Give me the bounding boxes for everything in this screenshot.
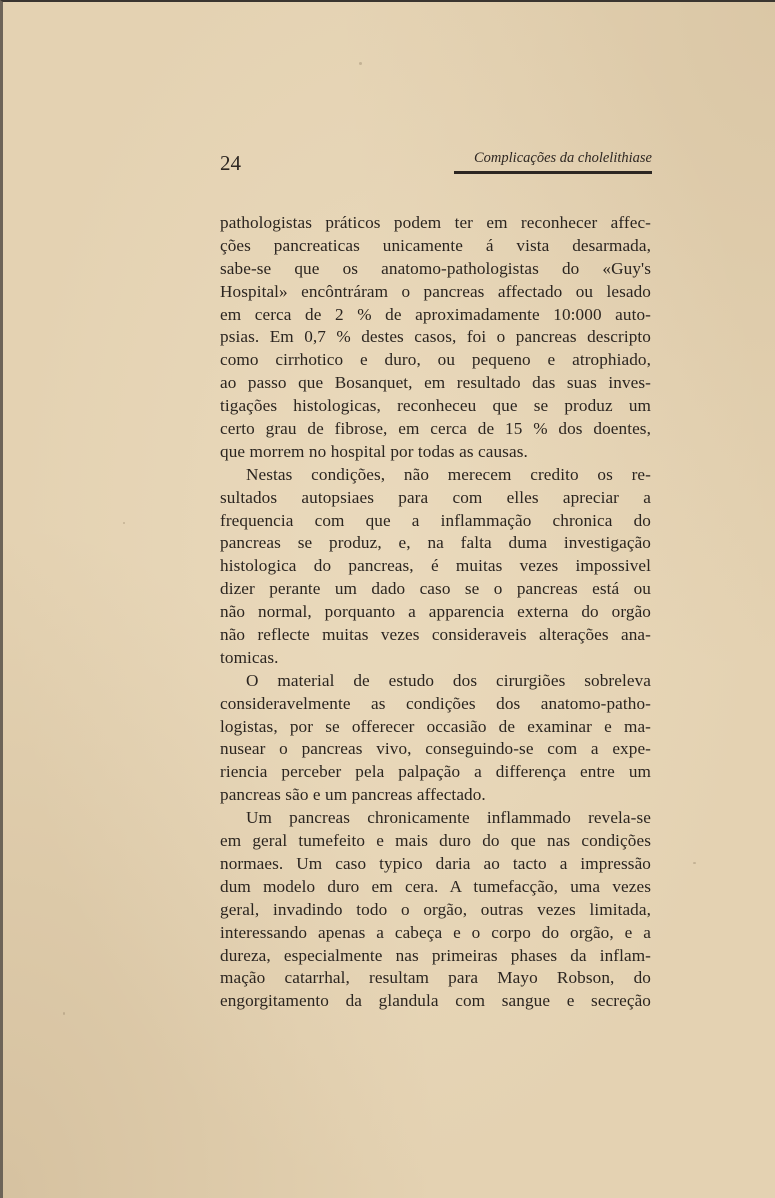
text-line: sultados autopsiaes para com elles apreciar a: [220, 487, 651, 507]
text-line: tomicas.: [220, 647, 279, 667]
body-text: [220, 212, 651, 1013]
text-line: ções pancreaticas unicamente á vista desarmada,: [220, 235, 651, 255]
text-line: em geral tumefeito e mais duro do que nas condições: [220, 831, 651, 851]
text-line: logistas, por se offerecer occasião de examinar e ma-: [220, 716, 651, 736]
text-line: não normal, porquanto a apparencia externa do orgão: [220, 602, 651, 622]
paper-speck: [693, 862, 696, 864]
text-line: Nestas condições, não merecem credito os re-: [246, 464, 651, 484]
text-line: pathologistas práticos podem ter em reconhecer affec-: [220, 213, 651, 232]
header-rule: [454, 171, 652, 174]
text-line: pancreas se produz, e, na falta duma investigação: [220, 533, 651, 553]
text-line: normaes. Um caso typico daria ao tacto a impressão: [220, 853, 651, 873]
running-title: Complicações da cholelithiase: [474, 150, 652, 166]
paper-speck: [63, 1012, 65, 1015]
text-line: tigações histologicas, reconheceu que se produz um: [220, 396, 651, 416]
text-line: interessando apenas a cabeça e o corpo do orgão, e a: [220, 922, 651, 942]
text-line: geral, invadindo todo o orgão, outras vezes limitada,: [220, 899, 651, 919]
page-header: [220, 147, 652, 177]
text-line: não reflecte muitas vezes consideraveis alterações ana-: [220, 625, 651, 645]
text-line: dizer perante um dado caso se o pancreas está ou: [220, 579, 651, 599]
text-line: ao passo que Bosanquet, em resultado das suas inves-: [220, 373, 651, 393]
text-line: psias. Em 0,7 % destes casos, foi o pancreas descripto: [220, 327, 651, 347]
text-line: mação catarrhal, resultam para Mayo Robson, do: [220, 968, 651, 988]
text-line: dum modelo duro em cera. A tumefacção, uma vezes: [220, 876, 651, 896]
text-line: pancreas são e um pancreas affectado.: [220, 785, 486, 805]
text-line: dureza, especialmente nas primeiras phases da inflam-: [220, 945, 651, 965]
text-line: O material de estudo dos cirurgiões sobreleva: [246, 670, 651, 690]
paper-speck: [359, 62, 362, 65]
page-number: 24: [220, 151, 241, 175]
text-line: nusear o pancreas vivo, conseguindo-se com a expe-: [220, 739, 651, 759]
text-line: frequencia com que a inflammação chronica do: [220, 510, 651, 530]
text-line: em cerca de 2 % de aproximadamente 10:000 auto-: [220, 304, 651, 324]
paper-speck: [123, 522, 125, 524]
text-line: engorgitamento da glandula com sangue e secreção: [220, 991, 651, 1011]
text-line: Um pancreas chronicamente inflammado revela-se: [246, 808, 651, 828]
text-line: certo grau de fibrose, em cerca de 15 % dos doentes,: [220, 419, 651, 439]
text-line: como cirrhotico e duro, ou pequeno e atrophiado,: [220, 350, 651, 370]
text-line: consideravelmente as condições dos anatomo-patho-: [220, 693, 651, 713]
text-line: sabe-se que os anatomo-pathologistas do «Guy's: [220, 258, 651, 278]
text-line: que morrem no hospital por todas as causas.: [220, 441, 528, 461]
text-line: histologica do pancreas, é muitas vezes impossivel: [220, 556, 651, 576]
text-line: riencia perceber pela palpação a differença entre um: [220, 762, 651, 782]
text-line: Hospital» encôntráram o pancreas affectado ou lesado: [220, 281, 651, 301]
